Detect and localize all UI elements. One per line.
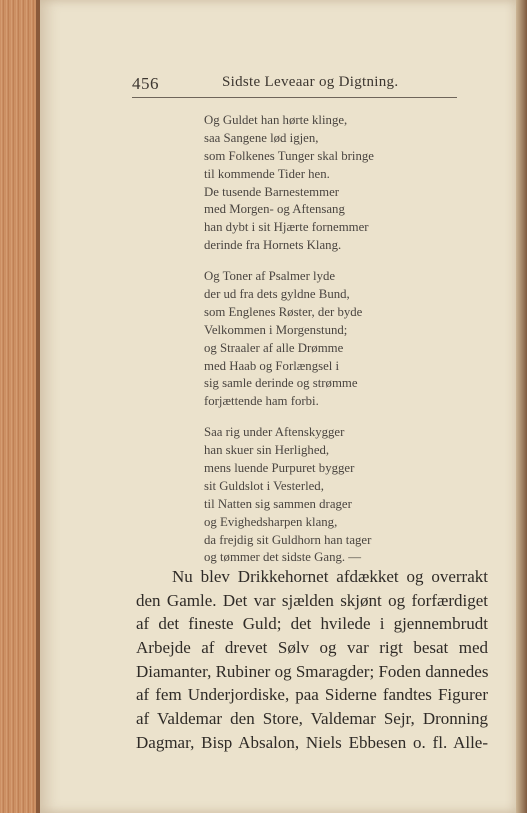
verse-line: til kommende Tider hen. [204,166,330,181]
verse-line: sig samle derinde og strømme [204,376,358,391]
verse-line: Velkommen i Morgenstund; [204,322,348,337]
verse-line: og tømmer det sidste Gang. — [204,550,362,565]
verse-line: som Folkenes Tunger skal bringe [204,148,374,163]
verse-line: med Morgen- og Aftensang [204,202,345,217]
verse-line: som Englenes Røster, der byde [204,304,363,319]
running-title: Sidste Leveaar og Digtning. [222,74,399,90]
verse-line: De tusende Barnestemmer [204,184,340,199]
prose-line: Diamanter, Rubiner og Smaragder; Foden dannedes [136,661,489,681]
prose-paragraph [136,565,488,755]
prose-line: den Gamle. Det var sjælden skjønt og forfærdiget [136,590,488,610]
verse-line: og Evighedsharpen klang, [204,514,338,529]
verse-line: der ud fra dets gyldne Bund, [204,287,350,302]
verse-line: saa Sangene lød igjen, [204,130,319,145]
prose-line: af Valdemar den Store, Valdemar Sejr, Dronning [136,709,488,729]
verse-line: Og Toner af Psalmer lyde [204,269,336,284]
prose-line: Nu blev Drikkehornet afdækket og overrakt [172,567,488,586]
header-rule [132,97,457,98]
page-number: 456 [132,74,159,93]
verse-line: mens luende Purpuret bygger [204,461,355,476]
verse-line: og Straaler af alle Drømme [204,340,344,355]
verse-line: sit Guldslot i Vesterled, [204,478,324,493]
poem-stanza [204,112,434,255]
verse-line: Og Guldet han hørte klinge, [204,113,348,127]
page-header [132,72,457,98]
poem [204,112,434,567]
verse-line: han dybt i sit Hjærte fornemmer [204,220,369,235]
verse-line: med Haab og Forlængsel i [204,358,340,373]
poem-stanza [204,424,434,567]
prose-line: af fem Underjordiske, paa Siderne fandtes Figurer [136,685,488,705]
page-right-edge [516,0,527,813]
verse-line: til Natten sig sammen drager [204,496,352,511]
prose-line: af det fineste Guld; det hvilede i gjennembrudt [136,614,488,634]
verse-line: derinde fra Hornets Klang. [204,238,342,253]
prose-line: Arbejde af drevet Sølv og var rigt besat med [136,638,488,658]
prose-line: Dagmar, Bisp Absalon, Niels Ebbesen o. fl. Alle- [136,732,488,752]
book-page-edges [0,0,40,813]
verse-line: Saa rig under Aftenskygger [204,425,345,440]
verse-line: han skuer sin Herlighed, [204,443,330,458]
verse-line: forjættende ham forbi. [204,394,319,409]
verse-line: da frejdig sit Guldhorn han tager [204,532,372,547]
poem-stanza [204,268,434,411]
